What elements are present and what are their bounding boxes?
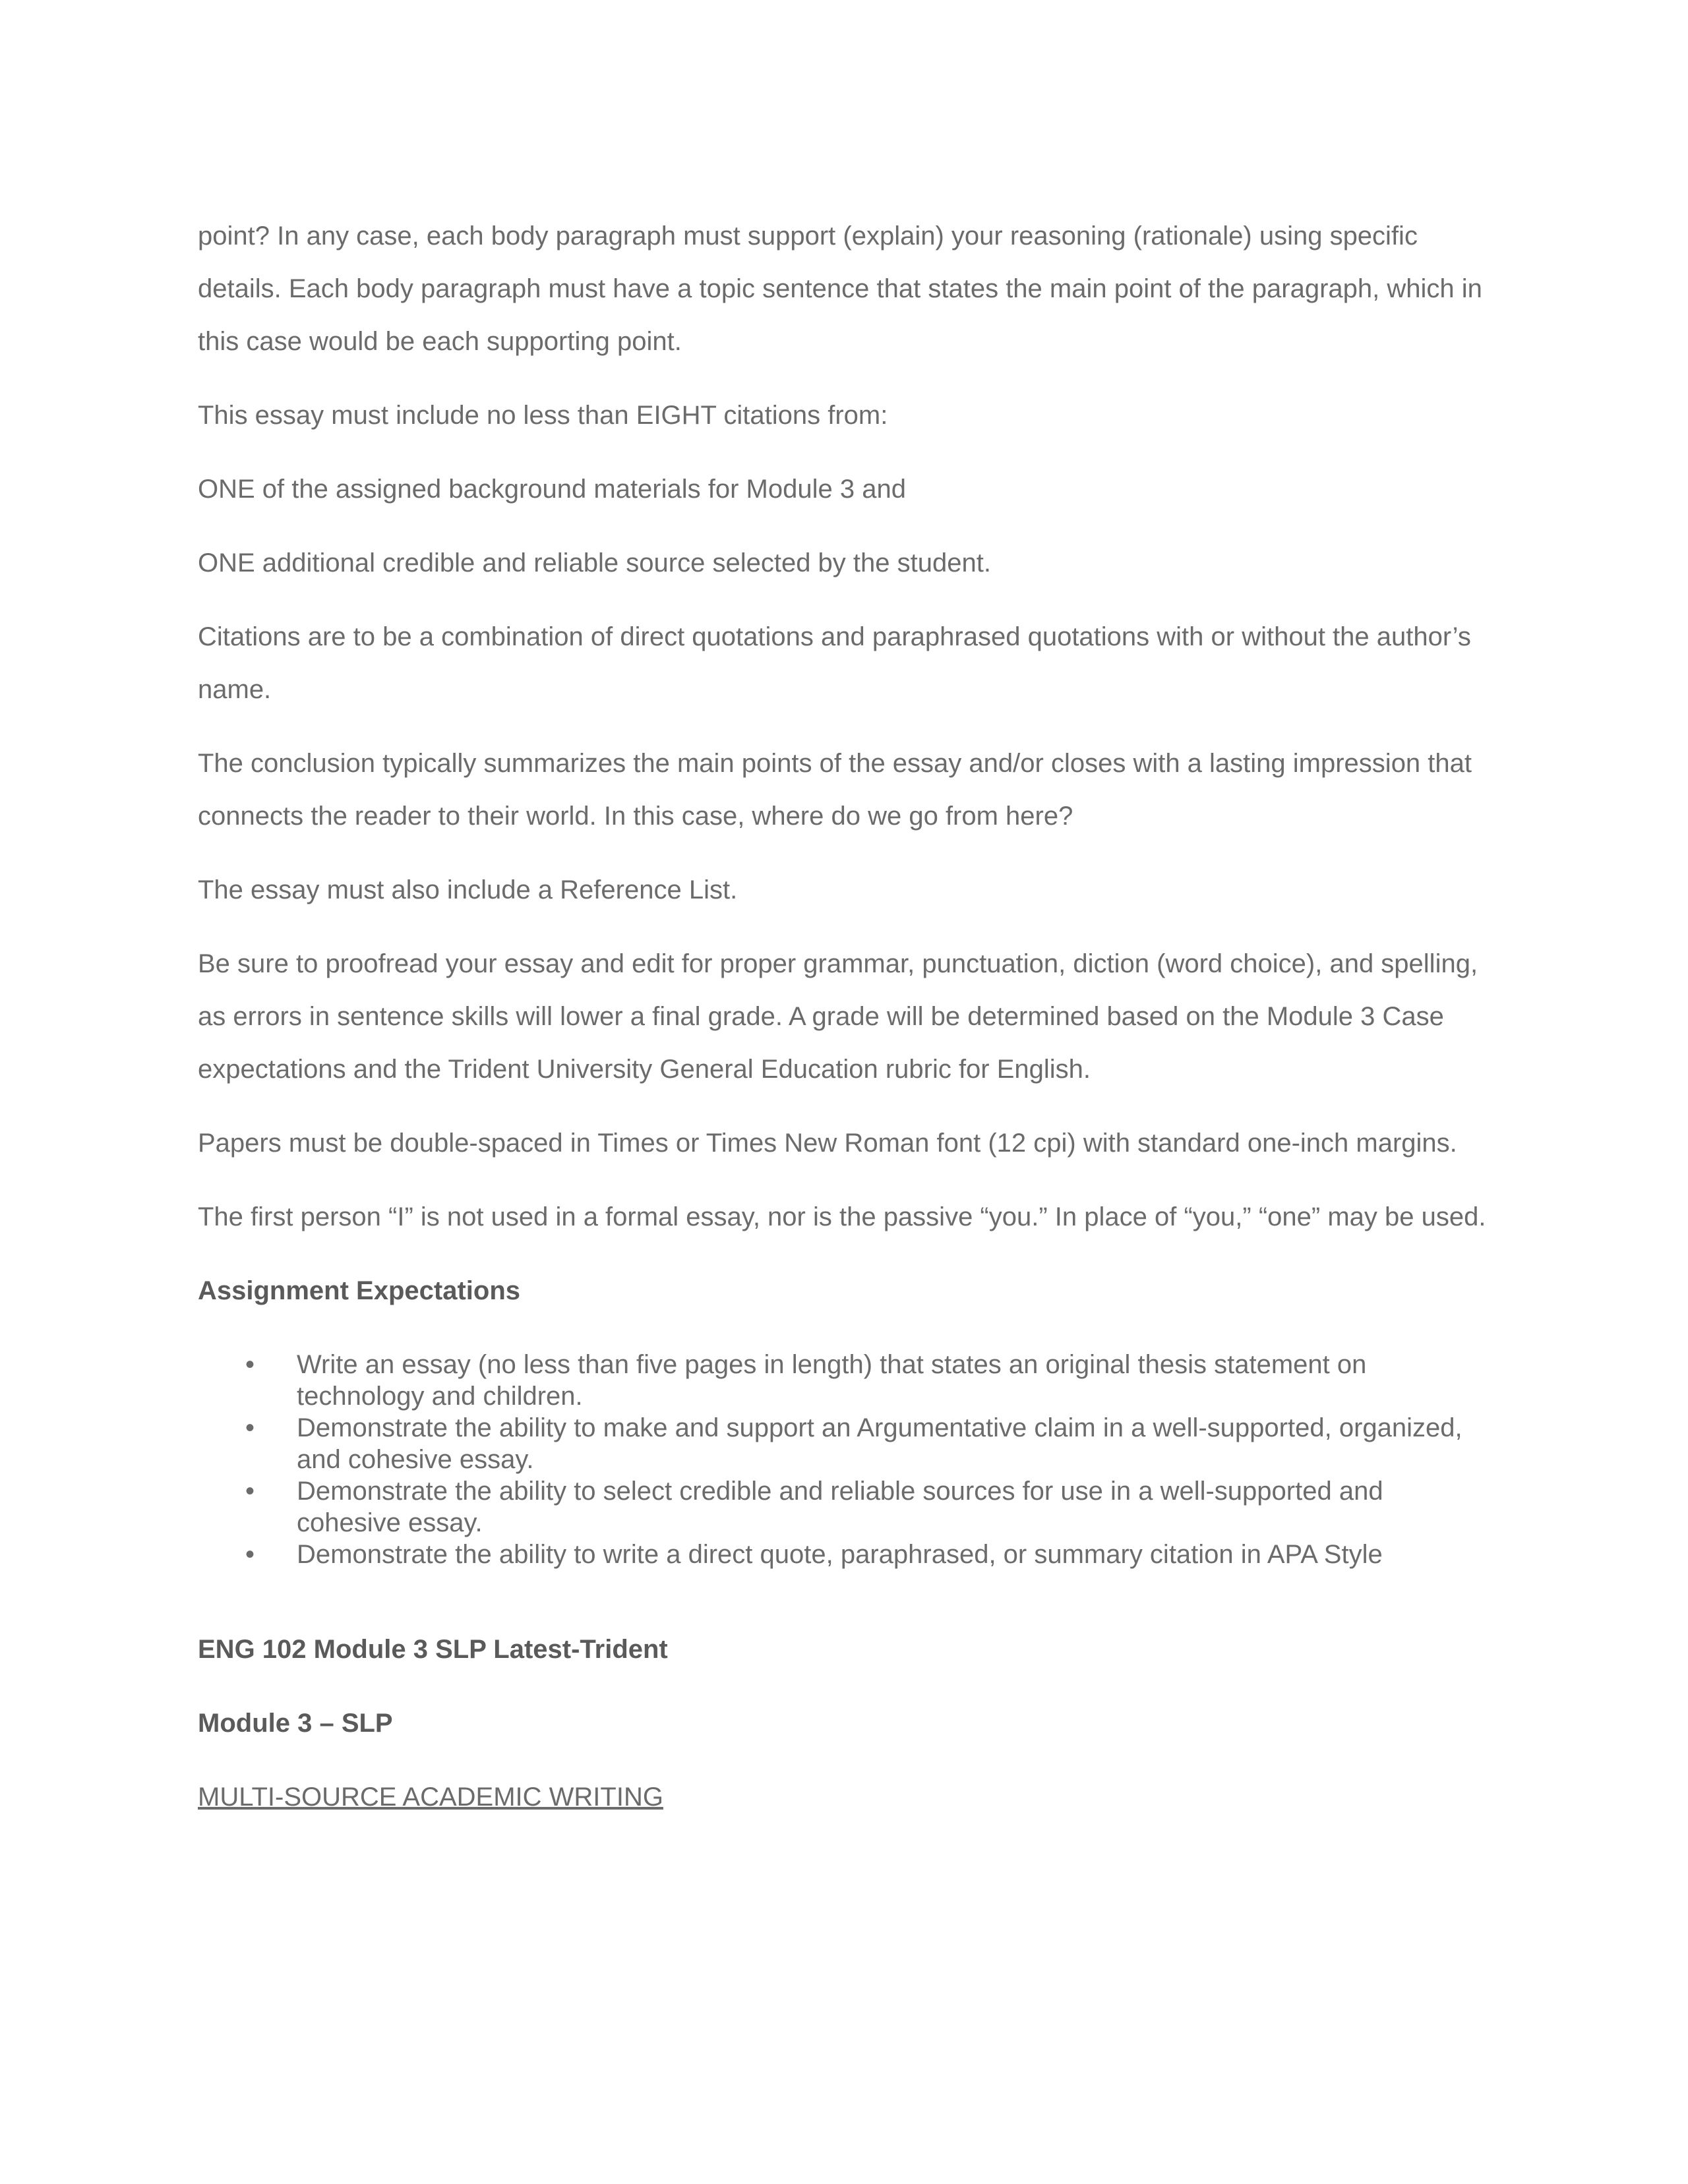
document-page <box>198 210 1490 1823</box>
paragraph-reference-list: The essay must also include a Reference List. <box>198 875 738 904</box>
paragraph-source-additional: ONE additional credible and reliable source selected by the student. <box>198 548 991 577</box>
assignment-expectations-heading: Assignment Expectations <box>198 1276 521 1305</box>
list-item-text: Demonstrate the ability to select credible and reliable sources for use in a well-supported and cohesive essay. <box>297 1477 1383 1537</box>
paragraph-citation-types: Citations are to be a combination of direct quotations and paraphrased quotations with or without the author’s name. <box>198 622 1471 704</box>
bullet-icon: • <box>245 1413 255 1442</box>
bullet-icon: • <box>245 1477 255 1506</box>
paragraph-formatting: Papers must be double-spaced in Times or Times New Roman font (12 cpi) with standard one-inch margins. <box>198 1129 1457 1158</box>
list-item-text: Write an essay (no less than five pages in length) that states an original thesis statement on technology and children. <box>297 1350 1367 1411</box>
list-item <box>198 1412 1490 1475</box>
course-title: ENG 102 Module 3 SLP Latest-Trident <box>198 1635 668 1664</box>
bullet-icon: • <box>245 1540 255 1569</box>
list-item <box>198 1475 1490 1539</box>
list-item <box>198 1539 1490 1570</box>
paragraph-citation-count: This essay must include no less than EIGHT citations from: <box>198 401 888 430</box>
list-item <box>198 1349 1490 1412</box>
list-item-text: Demonstrate the ability to make and support an Argumentative claim in a well-supported, organized, and cohesive essay. <box>297 1413 1462 1474</box>
paragraph-proofread: Be sure to proofread your essay and edit for proper grammar, punctuation, diction (word choice), and spelling, as errors in sentence skills will lower a final grade. A grade will be determined based on the Module 3 Case expectations and the Trident University General Education rubric for English. <box>198 949 1478 1084</box>
section-link[interactable]: MULTI-SOURCE ACADEMIC WRITING <box>198 1783 663 1812</box>
bullet-icon: • <box>245 1350 255 1379</box>
paragraph-source-assigned: ONE of the assigned background materials for Module 3 and <box>198 475 906 504</box>
module-title: Module 3 – SLP <box>198 1709 393 1738</box>
expectations-list <box>198 1349 1490 1570</box>
paragraph-conclusion: The conclusion typically summarizes the main points of the essay and/or closes with a lasting impression that connects the reader to their world. In this case, where do we go from here? <box>198 749 1472 831</box>
paragraph-first-person: The first person “I” is not used in a formal essay, nor is the passive “you.” In place of “you,” “one” may be used. <box>198 1202 1486 1231</box>
paragraph-body-support: point? In any case, each body paragraph must support (explain) your reasoning (rationale) using specific details. Each body paragraph must have a topic sentence that states the main point of the paragraph, which in this case would be each supporting point. <box>198 221 1482 356</box>
list-item-text: Demonstrate the ability to write a direct quote, paraphrased, or summary citation in APA Style <box>297 1540 1383 1569</box>
